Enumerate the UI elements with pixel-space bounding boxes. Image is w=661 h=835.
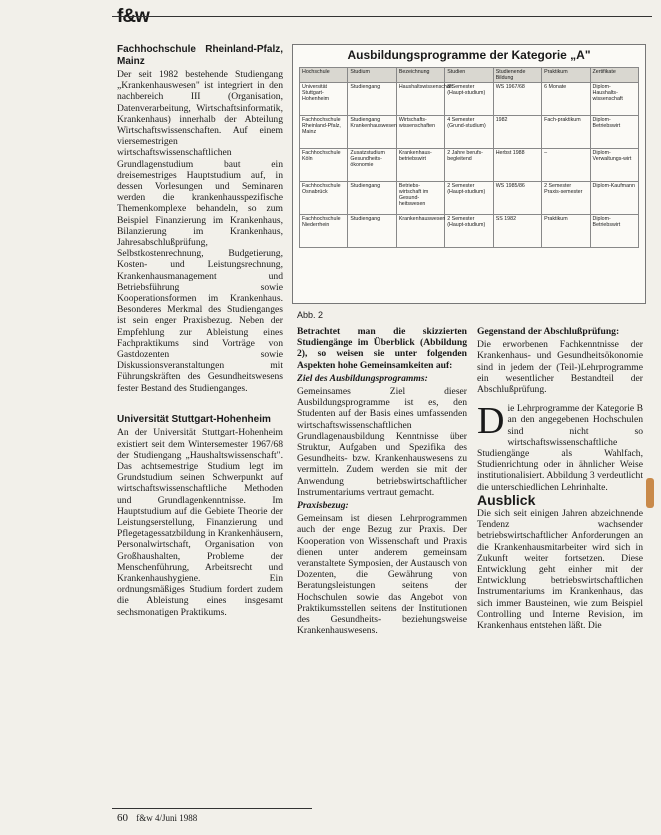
table-header: Studienende Bildung — [493, 68, 541, 83]
column-1 — [117, 44, 283, 620]
table-cell: Studiengang — [348, 83, 396, 116]
table-cell: Fachhochschule Köln — [300, 149, 348, 182]
table-header: Studien — [445, 68, 493, 83]
section-heading-hohenheim: Universität Stuttgart-Hohenheim — [117, 413, 271, 425]
table-cell: Diplom-Kaufmann — [590, 182, 638, 215]
table-cell: WS 1985/86 — [493, 182, 541, 215]
page-number: 60 — [117, 812, 128, 824]
paragraph-hohenheim: An der Universität Stuttgart-Hohenheim existiert seit dem Wintersemester 1967/68 der Studiengang „Haushaltswissenschaft". Das achtsemestrige Studium legt im Grundstudium seinen Schwerpunkt auf wirtschaftswissenschaftliche Methoden und Grundlagenkenntnisse. Im Hauptstudium auf die Gebiete Theorie der Leistungserstellung, Finanzierung und Pflegetagessatzbildung in Krankenhäusern, Personalwirtschaft, Organisation von Großhaushalten, Probleme der Menschenführung, Arbeitsrecht und Krankenhaushygiene. Ein ordnungsmäßiges Studium fordert zudem die Ableistung eines insgesamt sechsmonatigen Praktikums. — [117, 427, 283, 618]
table-cell: 2 Jahre berufs-begleitend — [445, 149, 493, 182]
page-footer — [117, 812, 197, 824]
subheading-goal: Ziel des Ausbildungsprogramms: — [297, 372, 428, 384]
table-cell: Fachhochschule Osnabrück — [300, 182, 348, 215]
table-cell: Praktikum — [542, 215, 590, 248]
section-heading-mainz: Fachhochschule Rheinland-Pfalz, Mainz — [117, 44, 283, 67]
paragraph-goal: Gemeinsames Ziel dieser Ausbildungsprogramme ist es, den Studenten auf der Basis eines umfassenden wirtschaftswissenschaftlichen Grundlagenausbildung Kenntnisse über Struktur, Aufgaben und Spezifika des Gesundheits- bzw. Krankenhauswesens zu vermitteln. Zudem werden sie mit der Anwendung betriebswirtschaftlicher Instrumentariums vertraut gemacht. — [297, 386, 467, 498]
table-cell: Zusatzstudium Gesundheits-ökonomie — [348, 149, 396, 182]
section-heading-outlook: Ausblick — [477, 491, 536, 508]
table-cell: Wirtschafts-wissenschaften — [396, 116, 444, 149]
table-header: Zertifikate — [590, 68, 638, 83]
figure-title: Ausbildungsprogramme der Kategorie „A" — [347, 48, 591, 62]
table-cell: 2 Semester Praxis-semester — [542, 182, 590, 215]
table-row — [300, 83, 639, 116]
table-row — [300, 149, 639, 182]
table-row — [300, 116, 639, 149]
table-cell: 8 Semester (Haupt-studium) — [445, 83, 493, 116]
footer-rule — [112, 808, 312, 809]
table-cell: Krankenhaus-betriebswirt — [396, 149, 444, 182]
drop-cap: D — [477, 400, 505, 443]
table-cell: Diplom-Betriebswirt — [590, 215, 638, 248]
table-cell: Studiengang — [348, 215, 396, 248]
table-cell: Krankenhauswesen — [396, 215, 444, 248]
table-cell: Herbst 1988 — [493, 149, 541, 182]
table-cell: SS 1982 — [493, 215, 541, 248]
table-cell: Studiengang Krankenhauswesen — [348, 116, 396, 149]
header-rule — [112, 16, 652, 17]
programs-table — [299, 67, 639, 248]
lead-paragraph: Betrachtet man die skizzierten Studiengänge im Überblick (Abbildung 2), so weisen sie unter folgenden Aspekten hohe Gemeinsamkeiten auf: — [297, 326, 467, 371]
table-header: Studium — [348, 68, 396, 83]
paragraph-category-b — [477, 400, 643, 493]
figure-caption: Abb. 2 — [297, 310, 324, 320]
table-cell: Universität Stuttgart-Hohenheim — [300, 83, 348, 116]
table-cell: Betriebs-wirtschaft im Gesund-heitswesen — [396, 182, 444, 215]
paragraph-outlook: Die sich seit einigen Jahren abzeichnende Tendenz wachsender betriebswirtschaftlicher Anforderungen an die Krankenhausmitarbeiter wird sich in Zukunft weiter fortsetzen. Diese Entwicklung geht einher mit der Entwicklung betriebswirtschaftlichen Instrumentariums im Krankenhaus, das sich immer Bausteinen, wie zum Beispiel Controlling und Interne Revision, im Krankenhaus entstehen läßt. Die — [477, 508, 643, 632]
table-cell: 6 Monate — [542, 83, 590, 116]
subheading-practice: Praxisbezug: — [297, 500, 349, 512]
table-cell: 2 Semester (Haupt-studium) — [445, 215, 493, 248]
table-header: Bezeichnung — [396, 68, 444, 83]
paragraph-category-b-text: ie Lehrprogramme der Kategorie B an den angegebenen Hochschulen sind nicht so wirtschaftswissenschaftliche Studiengänge als Wahlfach, Studienrichtung oder in ähnlicher Weise institutionalisiert. Abbildung 3 verdeutlicht die unterschiedlichen Lehrinhalte. — [477, 403, 643, 493]
figure-table — [292, 44, 646, 304]
table-cell: Fachhochschule Niederrhein — [300, 215, 348, 248]
table-header: Hochschule — [300, 68, 348, 83]
table-row — [300, 182, 639, 215]
issue-reference: f&w 4/Juni 1988 — [136, 813, 198, 823]
magazine-logo: f&w — [117, 6, 149, 27]
table-cell: Haushaltswissenschaft — [396, 83, 444, 116]
table-cell: Diplom-Verwaltungs-wirt — [590, 149, 638, 182]
table-cell: 4 Semester (Grund-studium) — [445, 116, 493, 149]
table-cell: Fach-praktikum — [542, 116, 590, 149]
table-header-row — [300, 68, 639, 83]
table-cell: 1982 — [493, 116, 541, 149]
page-edge-marker — [646, 478, 654, 508]
table-cell: 2 Semester (Haupt-studium) — [445, 182, 493, 215]
table-cell: – — [542, 149, 590, 182]
subheading-exam: Gegenstand der Abschlußprüfung: — [477, 326, 620, 337]
column-3 — [477, 326, 643, 633]
table-cell: Fachhochschule Rheinland-Pfalz, Mainz — [300, 116, 348, 149]
table-cell: Diplom-Haushalts-wissenschaft — [590, 83, 638, 116]
paragraph-mainz: Der seit 1982 bestehende Studiengang „Krankenhauswesen" ist integriert in den nachbereich III (Organisation, Datenverarbeitung, Wirtschaftsinformatik, Krankenhaus) innerhalb der Abteilung Wirtschaftswissenschaften. Auf einem viersemestrigen wirtschaftswissenschaftlichen Grundlagenstudium baut ein dreisemestriges Hauptstudium auf, in dessen Vorlesungen und Seminaren werden die krankenhausspezifische Themenkomplexe behandeln, so zum Beispiel Finanzierung im Krankenhaus, Bilanzierung im Krankenhaus, Jahresabschlußprüfung, Selbstkostenrechnung, Budgetierung, Kosten- und Leistungsrechnung, Krankenhausmanagement und Betriebsführung sowie Kooperationsformen im Krankenhaus. Besonderes Merkmal des Studienganges ist sein enger Praxisbezug. Neben der Empfehlung zur Ableistung eines Fachpraktikums sind Vorträge von Gastdozenten sowie Diskussionsveranstaltungen mit Führungskräften des Gesundheitswesens fester Bestand des Studienganges. — [117, 69, 283, 394]
table-cell: Diplom-Betriebswirt — [590, 116, 638, 149]
table-cell: WS 1967/68 — [493, 83, 541, 116]
table-row — [300, 215, 639, 248]
paragraph-exam: Die erworbenen Fachkenntnisse der Krankenhaus- und Gesundheitsökonomie sind in jedem der (Teil-)Lehrprogramme ein wesentlicher Bestandteil der Abschlußprüfung. — [477, 339, 643, 396]
table-header: Praktikum — [542, 68, 590, 83]
paragraph-practice: Gemeinsam ist diesen Lehrprogrammen auch der enge Bezug zur Praxis. Der Kooperation von Wissenschaft und Praxis dienen unter anderem gemeinsam veranstaltete Symposien, der Austausch von Dozenten, die Gewährung von Beratungsleistungen seitens der Hochschulen sowie das Angebot von Praktikumsstellen seitens der Institutionen des Gesundheits- beziehungsweise Krankenhauswesens. — [297, 513, 467, 637]
column-2 — [297, 326, 467, 638]
table-cell: Studiengang — [348, 182, 396, 215]
